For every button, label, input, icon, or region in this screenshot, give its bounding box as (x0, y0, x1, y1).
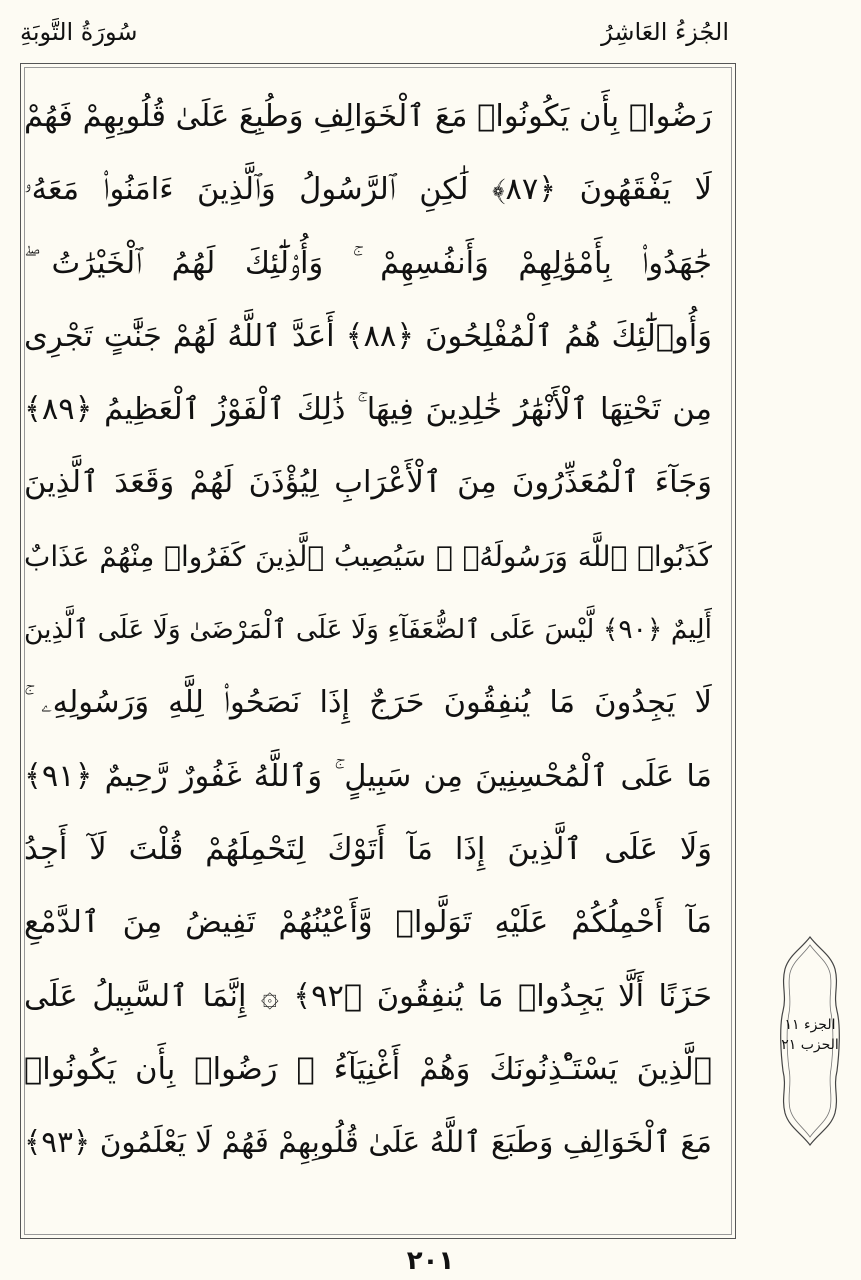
text-line-11: وَلَا عَلَى ٱلَّذِينَ إِذَا مَآ أَتَوْكَ لِتَحْمِلَهُمْ قُلْتَ لَآ أَجِدُ (24, 831, 712, 867)
marker-hizb-label: الحزب ٢١ (781, 1037, 839, 1053)
hizb-marker (779, 935, 841, 1147)
text-line-13: حَزَنًا أَلَّا يَجِدُوا۟ مَا يُنفِقُونَ ﴿٩٢﴾ ۞ إِنَّمَا ٱلسَّبِيلُ عَلَى (24, 978, 712, 1014)
text-line-7: كَذَبُوا۟ ٱللَّهَ وَرَسُولَهُۥ ۚ سَيُصِيبُ ٱلَّذِينَ كَفَرُوا۟ مِنْهُمْ عَذَابٌ (24, 539, 712, 573)
text-line-6: وَجَآءَ ٱلْمُعَذِّرُونَ مِنَ ٱلْأَعْرَابِ لِيُؤْذَنَ لَهُمْ وَقَعَدَ ٱلَّذِينَ (24, 465, 712, 501)
text-line-1: رَضُوا۟ بِأَن يَكُونُوا۟ مَعَ ٱلْخَوَالِفِ وَطُبِعَ عَلَىٰ قُلُوبِهِمْ فَهُمْ (24, 99, 712, 134)
marker-juz-label: الجزء ١١ (784, 1017, 836, 1033)
text-line-12: مَآ أَحْمِلُكُمْ عَلَيْهِ تَوَلَّوا۟ وَّأَعْيُنُهُمْ تَفِيضُ مِنَ ٱلدَّمْعِ (24, 905, 712, 941)
page-number: ٢٠١ (406, 1246, 455, 1276)
text-line-10: مَا عَلَى ٱلْمُحْسِنِينَ مِن سَبِيلٍ ۚ وَٱللَّهُ غَفُورٌ رَّحِيمٌ ﴿٩١﴾ (24, 758, 712, 794)
surah-title: سُورَةُ التَّوبَةِ (20, 18, 138, 46)
text-line-14: ٱلَّذِينَ يَسْتَـْٔذِنُونَكَ وَهُمْ أَغْنِيَآءُ ۚ رَضُوا۟ بِأَن يَكُونُوا۟ (24, 1051, 712, 1087)
text-line-4: وَأُو۟لَٰٓئِكَ هُمُ ٱلْمُفْلِحُونَ ﴿٨٨﴾ أَعَدَّ ٱللَّهُ لَهُمْ جَنَّٰتٍ تَجْرِى (24, 318, 712, 354)
text-line-5: مِن تَحْتِهَا ٱلْأَنْهَٰرُ خَٰلِدِينَ فِيهَا ۚ ذَٰلِكَ ٱلْفَوْزُ ٱلْعَظِيمُ ﴿٨٩﴾ (24, 392, 712, 428)
text-line-2: لَا يَفْقَهُونَ ﴿٨٧﴾ لَٰكِنِ ٱلرَّسُولُ وَٱلَّذِينَ ءَامَنُوا۟ مَعَهُۥ (24, 172, 712, 208)
text-line-9: لَا يَجِدُونَ مَا يُنفِقُونَ حَرَجٌ إِذَا نَصَحُوا۟ لِلَّهِ وَرَسُولِهِۦ ۚ (24, 685, 712, 721)
text-line-15: مَعَ ٱلْخَوَالِفِ وَطَبَعَ ٱللَّهُ عَلَىٰ قُلُوبِهِمْ فَهُمْ لَا يَعْلَمُونَ ﴿٩٣﴾ (24, 1125, 712, 1160)
quran-text-block (24, 80, 712, 1179)
text-line-8: أَلِيمٌ ﴿٩٠﴾ لَّيْسَ عَلَى ٱلضُّعَفَآءِ وَلَا عَلَى ٱلْمَرْضَىٰ وَلَا عَلَى ٱلَّذِينَ (24, 614, 712, 646)
text-line-3: جَٰهَدُوا۟ بِأَمْوَٰلِهِمْ وَأَنفُسِهِمْ ۚ وَأُو۟لَٰٓئِكَ لَهُمُ ٱلْخَيْرَٰتُ ۖ (24, 245, 712, 281)
juz-title: الجُزءُ العَاشِرُ (601, 18, 729, 46)
